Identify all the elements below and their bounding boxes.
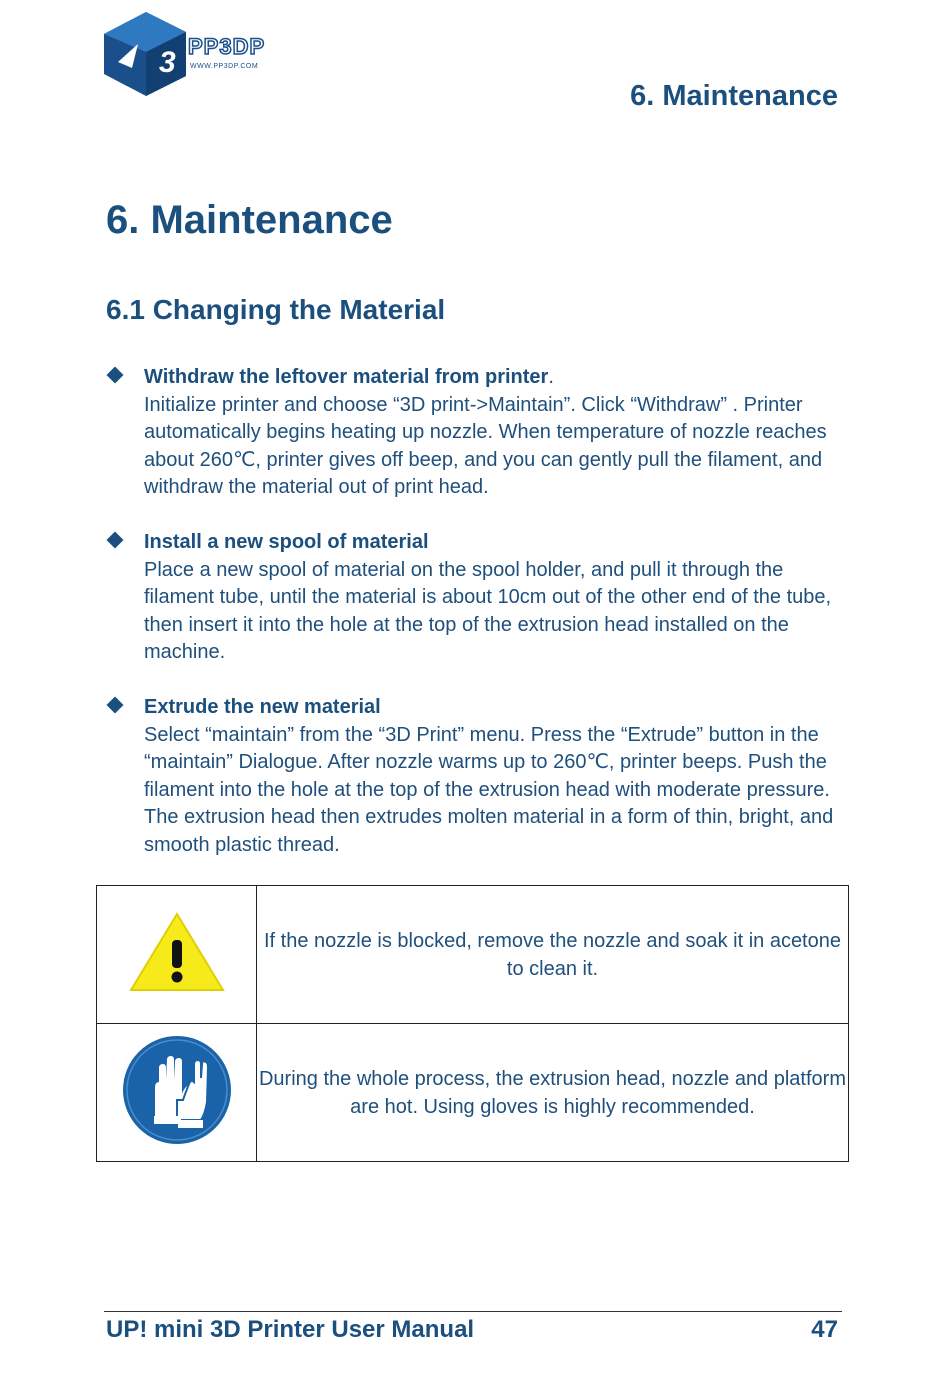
instruction-title: Install a new spool of material (144, 531, 429, 553)
page-title: 6. Maintenance (106, 198, 393, 242)
note-text: During the whole process, the extrusion head, nozzle and platform are hot. Using gloves is highly recommended. (257, 1024, 849, 1162)
footer-manual-title: UP! mini 3D Printer User Manual (106, 1316, 475, 1343)
icon-cell (97, 886, 257, 1024)
diamond-bullet-icon (107, 367, 124, 384)
section-title: 6.1 Changing the Material (106, 294, 446, 325)
logo-wordmark: PP3DP (188, 34, 266, 59)
instruction-title: Extrude the new material (144, 696, 381, 718)
running-header-title: 6. Maintenance (630, 80, 838, 112)
diamond-bullet-icon (107, 532, 124, 549)
instruction-item-extrude (106, 694, 846, 859)
diamond-bullet-icon (107, 697, 124, 714)
table-row (97, 1024, 849, 1162)
instruction-body: Initialize printer and choose “3D print->Maintain”. Click “Withdraw” . Printer automatically begins heating up nozzle. When temperature of nozzle reaches about 260℃, printer gives off beep, and you can gently pull the filament, and withdraw the material out of print head. (144, 393, 827, 498)
instruction-title: Withdraw the leftover material from printer. (144, 366, 554, 388)
logo-glyph: 3 (159, 46, 176, 79)
instruction-body: Select “maintain” from the “3D Print” menu. Press the “Extrude” button in the “maintain” Dialogue. After nozzle warms up to 260℃, printer beeps. Push the filament into the hole at the top of the extrusion head with moderate pressure. The extrusion head then extrudes molten material in a form of thin, bright, and smooth plastic thread. (144, 723, 834, 856)
warning-icon (127, 910, 227, 994)
note-text: If the nozzle is blocked, remove the nozzle and soak it in acetone to clean it. (257, 886, 849, 1024)
page-number: 47 (811, 1316, 838, 1343)
instruction-body: Place a new spool of material on the spool holder, and pull it through the filament tube, until the material is about 10cm out of the other end of the tube, then insert it into the hole at the top of the extrusion head installed on the machine. (144, 558, 832, 663)
icon-cell (97, 1024, 257, 1162)
instruction-item-install (106, 529, 846, 667)
gloves-icon (121, 1034, 233, 1146)
instruction-item-withdraw (106, 364, 846, 502)
pp3dp-logo (104, 6, 304, 98)
table-row (97, 886, 849, 1024)
logo-url: WWW.PP3DP.COM (190, 63, 259, 70)
safety-notes-table (96, 885, 849, 1162)
footer-divider (104, 1311, 842, 1312)
